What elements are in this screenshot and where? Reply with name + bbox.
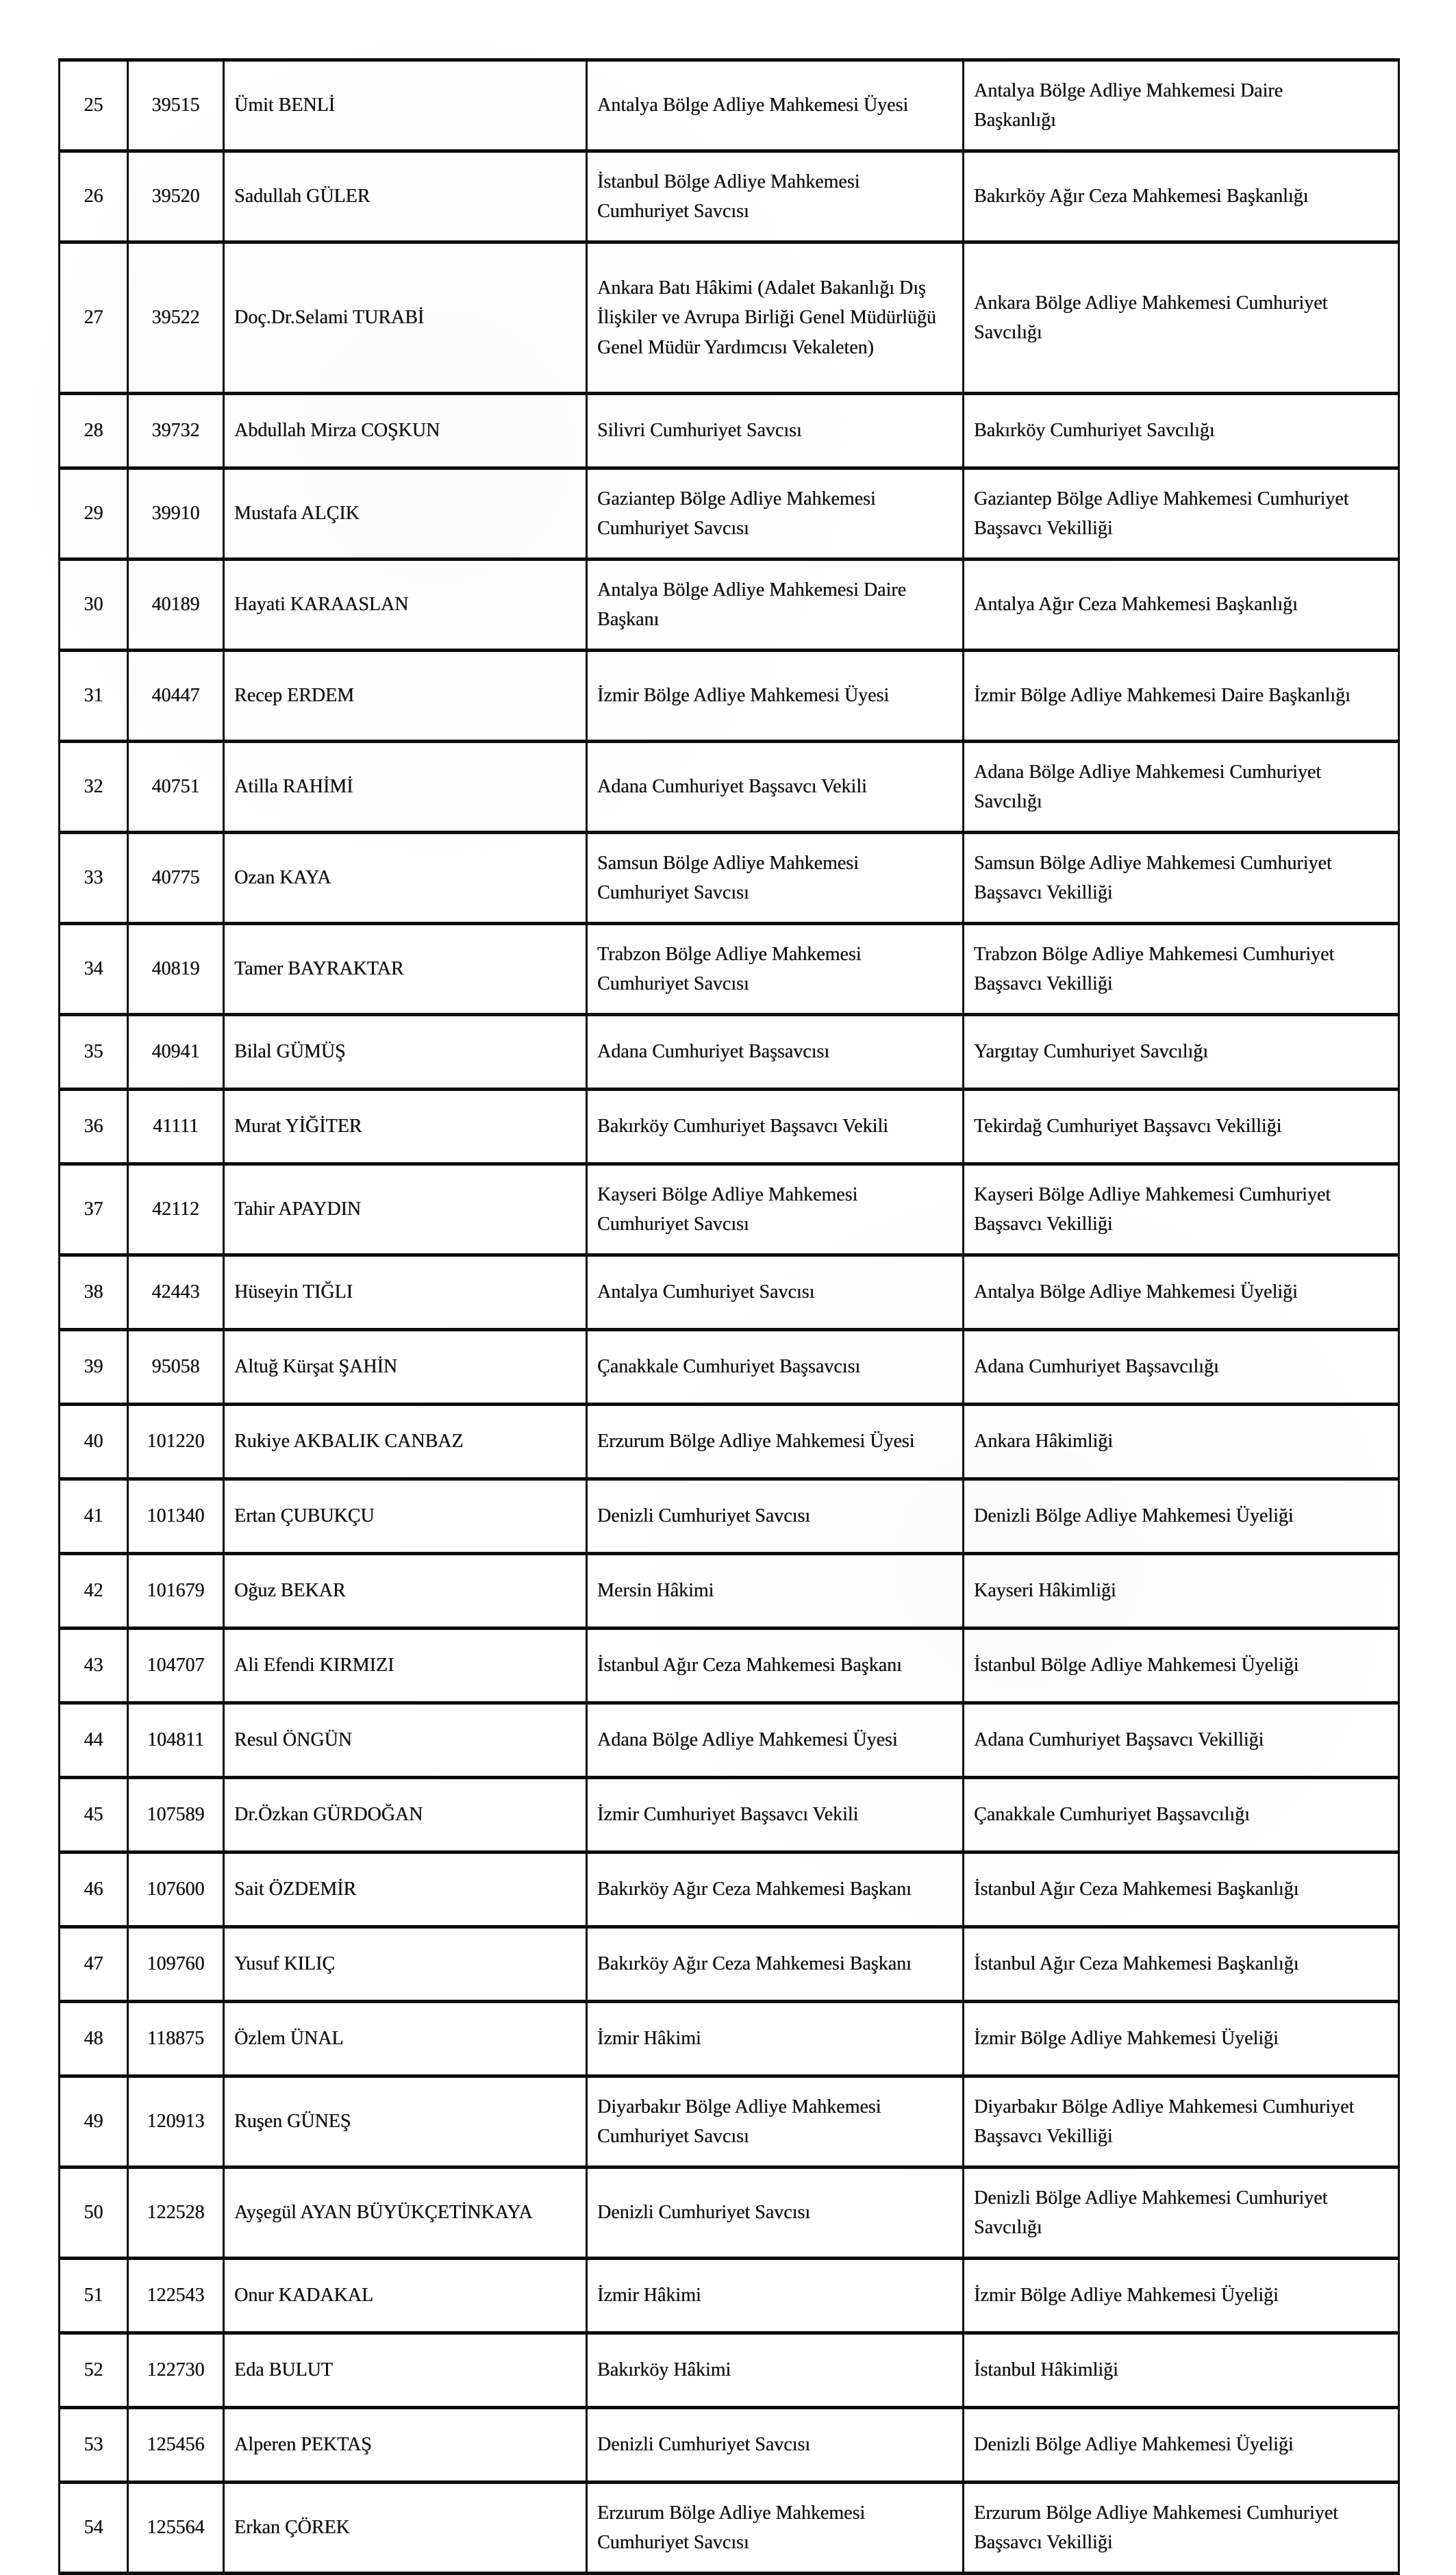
- cell-current-position: Samsun Bölge Adliye Mahkemesi Cumhuriyet Savcısı: [587, 833, 964, 924]
- cell-current-position: Denizli Cumhuriyet Savcısı: [587, 2168, 964, 2259]
- cell-new-position: Erzurum Bölge Adliye Mahkemesi Cumhuriyet Başsavcı Vekilliği: [964, 2483, 1399, 2574]
- cell-new-position: Yargıtay Cumhuriyet Savcılığı: [964, 1015, 1399, 1090]
- cell-row-number: 51: [60, 2259, 128, 2333]
- table-row: [60, 60, 1399, 151]
- cell-current-position: İzmir Hâkimi: [587, 2259, 964, 2333]
- cell-new-position: Tekirdağ Cumhuriyet Başsavcı Vekilliği: [964, 1090, 1399, 1164]
- cell-current-position: Gaziantep Bölge Adliye Mahkemesi Cumhuriyet Savcısı: [587, 468, 964, 560]
- cell-registry-number: 40189: [128, 560, 224, 651]
- cell-new-position: Antalya Bölge Adliye Mahkemesi Üyeliği: [964, 1255, 1399, 1330]
- cell-row-number: 44: [60, 1703, 128, 1778]
- cell-registry-number: 41111: [128, 1090, 224, 1164]
- cell-new-position: İzmir Bölge Adliye Mahkemesi Üyeliği: [964, 2002, 1399, 2076]
- cell-new-position: Kayseri Bölge Adliye Mahkemesi Cumhuriyet Başsavcı Vekilliği: [964, 1164, 1399, 1255]
- cell-current-position: Bakırköy Ağır Ceza Mahkemesi Başkanı: [587, 1852, 964, 1927]
- table-row: [60, 1479, 1399, 1554]
- cell-registry-number: 39732: [128, 394, 224, 468]
- cell-current-position: Antalya Bölge Adliye Mahkemesi Üyesi: [587, 60, 964, 151]
- cell-current-position: Bakırköy Cumhuriyet Başsavcı Vekili: [587, 1090, 964, 1164]
- cell-current-position: Bakırköy Hâkimi: [587, 2333, 964, 2408]
- cell-row-number: 29: [60, 468, 128, 560]
- cell-current-position: Antalya Cumhuriyet Savcısı: [587, 1255, 964, 1330]
- cell-registry-number: 42112: [128, 1164, 224, 1255]
- cell-name: Doç.Dr.Selami TURABİ: [224, 242, 587, 394]
- cell-current-position: Denizli Cumhuriyet Savcısı: [587, 2408, 964, 2483]
- table-row: [60, 1015, 1399, 1090]
- cell-row-number: 30: [60, 560, 128, 651]
- cell-new-position: Gaziantep Bölge Adliye Mahkemesi Cumhuriyet Başsavcı Vekilliği: [964, 468, 1399, 560]
- table-row: [60, 2259, 1399, 2333]
- table-row: [60, 468, 1399, 560]
- table-row: [60, 924, 1399, 1015]
- cell-new-position: Denizli Bölge Adliye Mahkemesi Cumhuriyet Savcılığı: [964, 2168, 1399, 2259]
- table-row: [60, 1852, 1399, 1927]
- cell-row-number: 54: [60, 2483, 128, 2574]
- cell-registry-number: 104707: [128, 1629, 224, 1703]
- cell-new-position: Adana Bölge Adliye Mahkemesi Cumhuriyet Savcılığı: [964, 742, 1399, 833]
- cell-name: Sait ÖZDEMİR: [224, 1852, 587, 1927]
- table-row: [60, 742, 1399, 833]
- cell-row-number: 47: [60, 1927, 128, 2002]
- cell-registry-number: 122543: [128, 2259, 224, 2333]
- cell-current-position: Adana Cumhuriyet Başsavcı Vekili: [587, 742, 964, 833]
- table-row: [60, 1405, 1399, 1479]
- table-row: [60, 1703, 1399, 1778]
- cell-name: Recep ERDEM: [224, 651, 587, 742]
- cell-name: Ruşen GÜNEŞ: [224, 2076, 587, 2168]
- cell-current-position: İstanbul Bölge Adliye Mahkemesi Cumhuriyet Savcısı: [587, 151, 964, 242]
- cell-registry-number: 40447: [128, 651, 224, 742]
- appointments-table: [58, 58, 1400, 2575]
- cell-current-position: Erzurum Bölge Adliye Mahkemesi Üyesi: [587, 1405, 964, 1479]
- cell-current-position: İzmir Hâkimi: [587, 2002, 964, 2076]
- table-row: [60, 651, 1399, 742]
- cell-row-number: 45: [60, 1778, 128, 1852]
- cell-new-position: Antalya Ağır Ceza Mahkemesi Başkanlığı: [964, 560, 1399, 651]
- cell-new-position: Denizli Bölge Adliye Mahkemesi Üyeliği: [964, 1479, 1399, 1554]
- cell-name: Oğuz BEKAR: [224, 1554, 587, 1629]
- cell-registry-number: 122730: [128, 2333, 224, 2408]
- cell-row-number: 25: [60, 60, 128, 151]
- cell-registry-number: 101340: [128, 1479, 224, 1554]
- cell-registry-number: 95058: [128, 1330, 224, 1405]
- cell-name: Ayşegül AYAN BÜYÜKÇETİNKAYA: [224, 2168, 587, 2259]
- cell-current-position: Diyarbakır Bölge Adliye Mahkemesi Cumhuriyet Savcısı: [587, 2076, 964, 2168]
- cell-name: Erkan ÇÖREK: [224, 2483, 587, 2574]
- cell-current-position: Trabzon Bölge Adliye Mahkemesi Cumhuriyet Savcısı: [587, 924, 964, 1015]
- table-row: [60, 2002, 1399, 2076]
- cell-registry-number: 42443: [128, 1255, 224, 1330]
- cell-row-number: 33: [60, 833, 128, 924]
- cell-new-position: Trabzon Bölge Adliye Mahkemesi Cumhuriyet Başsavcı Vekilliği: [964, 924, 1399, 1015]
- cell-new-position: Ankara Bölge Adliye Mahkemesi Cumhuriyet Savcılığı: [964, 242, 1399, 394]
- cell-name: Ümit BENLİ: [224, 60, 587, 151]
- cell-name: Mustafa ALÇIK: [224, 468, 587, 560]
- table-row: [60, 1255, 1399, 1330]
- cell-row-number: 46: [60, 1852, 128, 1927]
- cell-current-position: Bakırköy Ağır Ceza Mahkemesi Başkanı: [587, 1927, 964, 2002]
- cell-row-number: 50: [60, 2168, 128, 2259]
- table-row: [60, 1164, 1399, 1255]
- cell-name: Resul ÖNGÜN: [224, 1703, 587, 1778]
- cell-current-position: Antalya Bölge Adliye Mahkemesi Daire Başkanı: [587, 560, 964, 651]
- cell-registry-number: 40775: [128, 833, 224, 924]
- cell-current-position: Silivri Cumhuriyet Savcısı: [587, 394, 964, 468]
- cell-row-number: 49: [60, 2076, 128, 2168]
- cell-name: Ozan KAYA: [224, 833, 587, 924]
- cell-new-position: Adana Cumhuriyet Başsavcı Vekilliği: [964, 1703, 1399, 1778]
- cell-registry-number: 109760: [128, 1927, 224, 2002]
- table-row: [60, 1778, 1399, 1852]
- cell-new-position: Bakırköy Cumhuriyet Savcılığı: [964, 394, 1399, 468]
- cell-registry-number: 120913: [128, 2076, 224, 2168]
- cell-row-number: 43: [60, 1629, 128, 1703]
- cell-new-position: Denizli Bölge Adliye Mahkemesi Üyeliği: [964, 2408, 1399, 2483]
- cell-name: Dr.Özkan GÜRDOĞAN: [224, 1778, 587, 1852]
- cell-new-position: İstanbul Ağır Ceza Mahkemesi Başkanlığı: [964, 1852, 1399, 1927]
- cell-row-number: 28: [60, 394, 128, 468]
- cell-name: Bilal GÜMÜŞ: [224, 1015, 587, 1090]
- cell-name: Tamer BAYRAKTAR: [224, 924, 587, 1015]
- cell-name: Tahir APAYDIN: [224, 1164, 587, 1255]
- cell-name: Yusuf KILIÇ: [224, 1927, 587, 2002]
- cell-registry-number: 39520: [128, 151, 224, 242]
- table-row: [60, 833, 1399, 924]
- cell-new-position: Antalya Bölge Adliye Mahkemesi Daire Başkanlığı: [964, 60, 1399, 151]
- cell-registry-number: 39515: [128, 60, 224, 151]
- cell-name: Hüseyin TIĞLI: [224, 1255, 587, 1330]
- cell-name: Özlem ÜNAL: [224, 2002, 587, 2076]
- cell-current-position: Kayseri Bölge Adliye Mahkemesi Cumhuriyet Savcısı: [587, 1164, 964, 1255]
- cell-registry-number: 125456: [128, 2408, 224, 2483]
- cell-new-position: İzmir Bölge Adliye Mahkemesi Üyeliği: [964, 2259, 1399, 2333]
- cell-registry-number: 125564: [128, 2483, 224, 2574]
- table-row: [60, 1090, 1399, 1164]
- cell-name: Altuğ Kürşat ŞAHİN: [224, 1330, 587, 1405]
- cell-current-position: Adana Bölge Adliye Mahkemesi Üyesi: [587, 1703, 964, 1778]
- table-row: [60, 2168, 1399, 2259]
- cell-registry-number: 39522: [128, 242, 224, 394]
- table-row: [60, 560, 1399, 651]
- cell-registry-number: 107589: [128, 1778, 224, 1852]
- cell-name: Abdullah Mirza COŞKUN: [224, 394, 587, 468]
- table-row: [60, 394, 1399, 468]
- cell-name: Sadullah GÜLER: [224, 151, 587, 242]
- table-row: [60, 1330, 1399, 1405]
- table-row: [60, 242, 1399, 394]
- cell-row-number: 32: [60, 742, 128, 833]
- cell-current-position: Adana Cumhuriyet Başsavcısı: [587, 1015, 964, 1090]
- table-row: [60, 1927, 1399, 2002]
- cell-row-number: 42: [60, 1554, 128, 1629]
- cell-new-position: Ankara Hâkimliği: [964, 1405, 1399, 1479]
- cell-name: Ali Efendi KIRMIZI: [224, 1629, 587, 1703]
- cell-new-position: İstanbul Bölge Adliye Mahkemesi Üyeliği: [964, 1629, 1399, 1703]
- cell-current-position: Erzurum Bölge Adliye Mahkemesi Cumhuriyet Savcısı: [587, 2483, 964, 2574]
- cell-new-position: İstanbul Hâkimliği: [964, 2333, 1399, 2408]
- cell-registry-number: 40941: [128, 1015, 224, 1090]
- cell-current-position: Ankara Batı Hâkimi (Adalet Bakanlığı Dış İlişkiler ve Avrupa Birliği Genel Müdürlüğü Genel Müdür Yardımcısı Vekaleten): [587, 242, 964, 394]
- cell-name: Murat YİĞİTER: [224, 1090, 587, 1164]
- table-row: [60, 1629, 1399, 1703]
- cell-name: Eda BULUT: [224, 2333, 587, 2408]
- cell-row-number: 31: [60, 651, 128, 742]
- cell-row-number: 53: [60, 2408, 128, 2483]
- cell-current-position: Mersin Hâkimi: [587, 1554, 964, 1629]
- cell-registry-number: 107600: [128, 1852, 224, 1927]
- cell-current-position: İzmir Bölge Adliye Mahkemesi Üyesi: [587, 651, 964, 742]
- cell-registry-number: 40819: [128, 924, 224, 1015]
- cell-row-number: 48: [60, 2002, 128, 2076]
- table-row: [60, 151, 1399, 242]
- table-row: [60, 1554, 1399, 1629]
- cell-new-position: Diyarbakır Bölge Adliye Mahkemesi Cumhuriyet Başsavcı Vekilliği: [964, 2076, 1399, 2168]
- cell-name: Hayati KARAASLAN: [224, 560, 587, 651]
- cell-name: Atilla RAHİMİ: [224, 742, 587, 833]
- cell-row-number: 27: [60, 242, 128, 394]
- cell-registry-number: 39910: [128, 468, 224, 560]
- cell-row-number: 35: [60, 1015, 128, 1090]
- cell-row-number: 36: [60, 1090, 128, 1164]
- cell-new-position: İstanbul Ağır Ceza Mahkemesi Başkanlığı: [964, 1927, 1399, 2002]
- cell-row-number: 41: [60, 1479, 128, 1554]
- cell-current-position: İzmir Cumhuriyet Başsavcı Vekili: [587, 1778, 964, 1852]
- cell-registry-number: 118875: [128, 2002, 224, 2076]
- cell-new-position: Adana Cumhuriyet Başsavcılığı: [964, 1330, 1399, 1405]
- cell-new-position: İzmir Bölge Adliye Mahkemesi Daire Başkanlığı: [964, 651, 1399, 742]
- cell-row-number: 26: [60, 151, 128, 242]
- cell-new-position: Kayseri Hâkimliği: [964, 1554, 1399, 1629]
- cell-name: Ertan ÇUBUKÇU: [224, 1479, 587, 1554]
- cell-current-position: Denizli Cumhuriyet Savcısı: [587, 1479, 964, 1554]
- cell-name: Rukiye AKBALIK CANBAZ: [224, 1405, 587, 1479]
- table-row: [60, 2408, 1399, 2483]
- cell-row-number: 52: [60, 2333, 128, 2408]
- table-row: [60, 2483, 1399, 2574]
- cell-registry-number: 101679: [128, 1554, 224, 1629]
- cell-current-position: Çanakkale Cumhuriyet Başsavcısı: [587, 1330, 964, 1405]
- cell-registry-number: 101220: [128, 1405, 224, 1479]
- table-row: [60, 2076, 1399, 2168]
- cell-row-number: 34: [60, 924, 128, 1015]
- cell-row-number: 37: [60, 1164, 128, 1255]
- cell-registry-number: 122528: [128, 2168, 224, 2259]
- cell-row-number: 38: [60, 1255, 128, 1330]
- cell-new-position: Samsun Bölge Adliye Mahkemesi Cumhuriyet Başsavcı Vekilliği: [964, 833, 1399, 924]
- cell-new-position: Bakırköy Ağır Ceza Mahkemesi Başkanlığı: [964, 151, 1399, 242]
- cell-registry-number: 104811: [128, 1703, 224, 1778]
- cell-row-number: 40: [60, 1405, 128, 1479]
- cell-row-number: 39: [60, 1330, 128, 1405]
- cell-name: Onur KADAKAL: [224, 2259, 587, 2333]
- cell-name: Alperen PEKTAŞ: [224, 2408, 587, 2483]
- table-row: [60, 2333, 1399, 2408]
- cell-registry-number: 40751: [128, 742, 224, 833]
- cell-current-position: İstanbul Ağır Ceza Mahkemesi Başkanı: [587, 1629, 964, 1703]
- cell-new-position: Çanakkale Cumhuriyet Başsavcılığı: [964, 1778, 1399, 1852]
